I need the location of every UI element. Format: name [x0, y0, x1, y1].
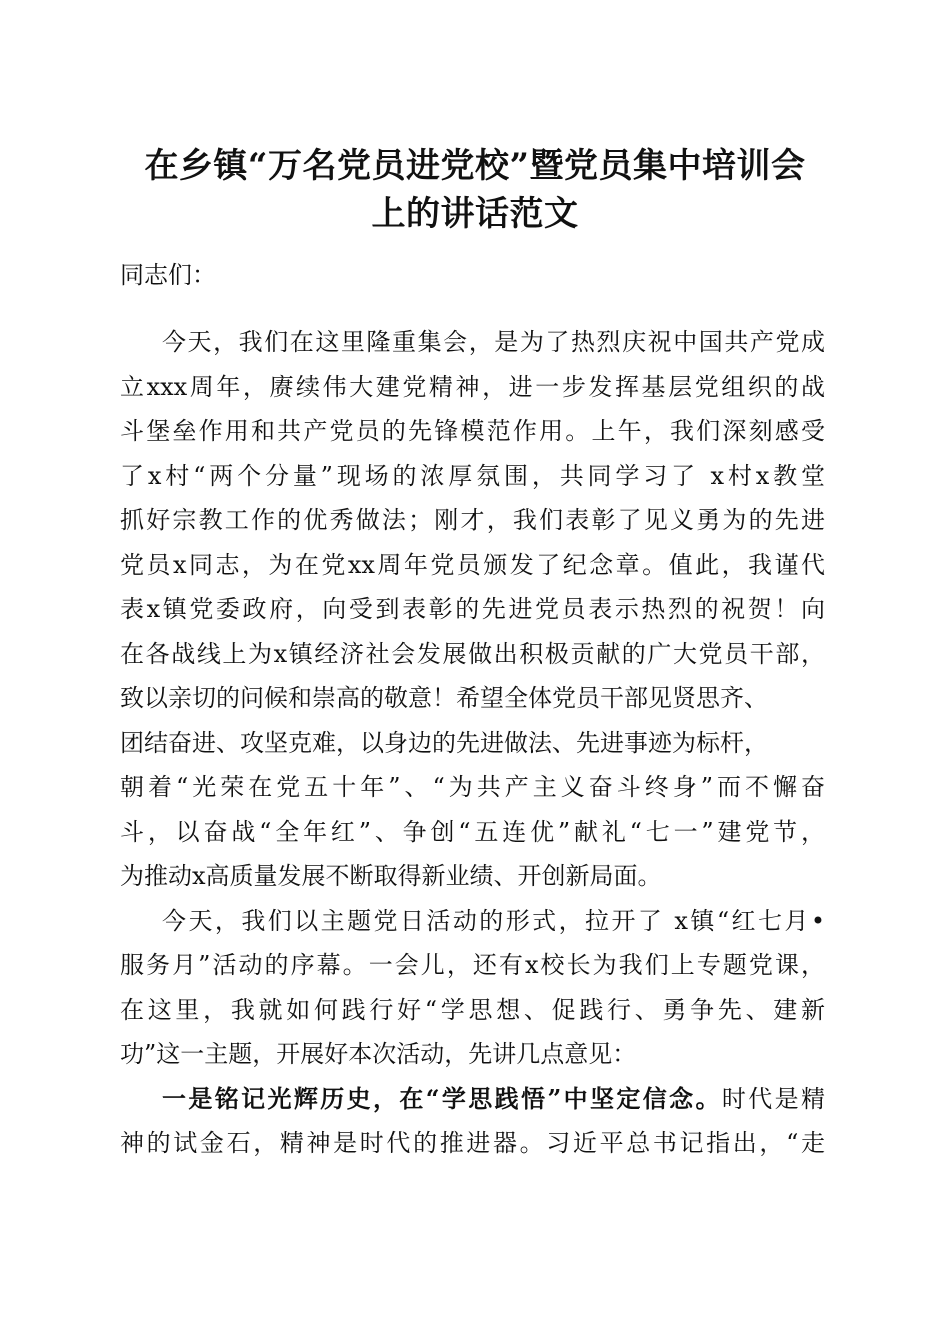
- document-title-line-2: 上的讲话范文: [371, 194, 579, 234]
- section-heading: 一是铭记光辉历史，在“学思践悟”中坚定信念。: [162, 1083, 722, 1113]
- text-line: [120, 1077, 825, 1122]
- text-line: 功”这一主题，开展好本次活动，先讲几点意见：: [120, 1040, 637, 1068]
- text-line: 在各战线上为x镇经济社会发展做出积极贡献的广大党员干部，: [120, 639, 825, 668]
- text-line: 服务月”活动的序幕。一会儿，还有x校长为我们上专题党课，: [120, 951, 825, 979]
- text-line: 团结奋进、攻坚克难，以身边的先进做法、先进事迹为标杆，: [120, 728, 768, 757]
- text-line: 致以亲切的问候和崇高的敬意！希望全体党员干部见贤思齐、: [120, 684, 768, 712]
- paragraph-1: [120, 320, 825, 899]
- paragraph-3: [120, 1077, 825, 1166]
- text-line: 为推动x高质量发展不断取得新业绩、开创新局面。: [120, 862, 662, 890]
- text-line: 今天，我们在这里隆重集会，是为了热烈庆祝中国共产党成: [162, 328, 825, 356]
- text-line: 斗，以奋战“全年红”、争创“五连优”献礼“七一”建党节，: [120, 817, 825, 846]
- text-line: 了x村“两个分量”现场的浓厚氛围，共同学习了 x村x教堂: [120, 461, 825, 490]
- text-line: 今天，我们以主题党日活动的形式，拉开了 x镇“红七月•: [162, 906, 825, 935]
- text-line: 表x镇党委政府，向受到表彰的先进党员表示热烈的祝贺！向: [120, 595, 825, 623]
- document-title-line-1: 在乡镇“万名党员进党校”暨党员集中培训会: [144, 146, 806, 186]
- text-span: 时代是精: [721, 1084, 826, 1113]
- text-line: 朝着“光荣在党五十年”、“为共产主义奋斗终身”而不懈奋: [120, 773, 825, 801]
- document-body: [120, 320, 825, 1166]
- text-line: 神的试金石，精神是时代的推进器。习近平总书记指出，“走: [120, 1129, 825, 1157]
- text-line: 党员x同志，为在党xx周年党员颁发了纪念章。值此，我谨代: [120, 550, 825, 579]
- text-line: 在这里，我就如何践行好“学思想、促践行、勇争先、建新: [120, 995, 825, 1024]
- text-line: 斗堡垒作用和共产党员的先锋模范作用。上午，我们深刻感受: [120, 417, 825, 445]
- salutation: 同志们：: [120, 261, 216, 289]
- text-line: 立xxx周年，赓续伟大建党精神，进一步发挥基层党组织的战: [120, 372, 825, 401]
- text-line: 抓好宗教工作的优秀做法；刚才，我们表彰了见义勇为的先进: [120, 506, 825, 534]
- paragraph-2: [120, 899, 825, 1077]
